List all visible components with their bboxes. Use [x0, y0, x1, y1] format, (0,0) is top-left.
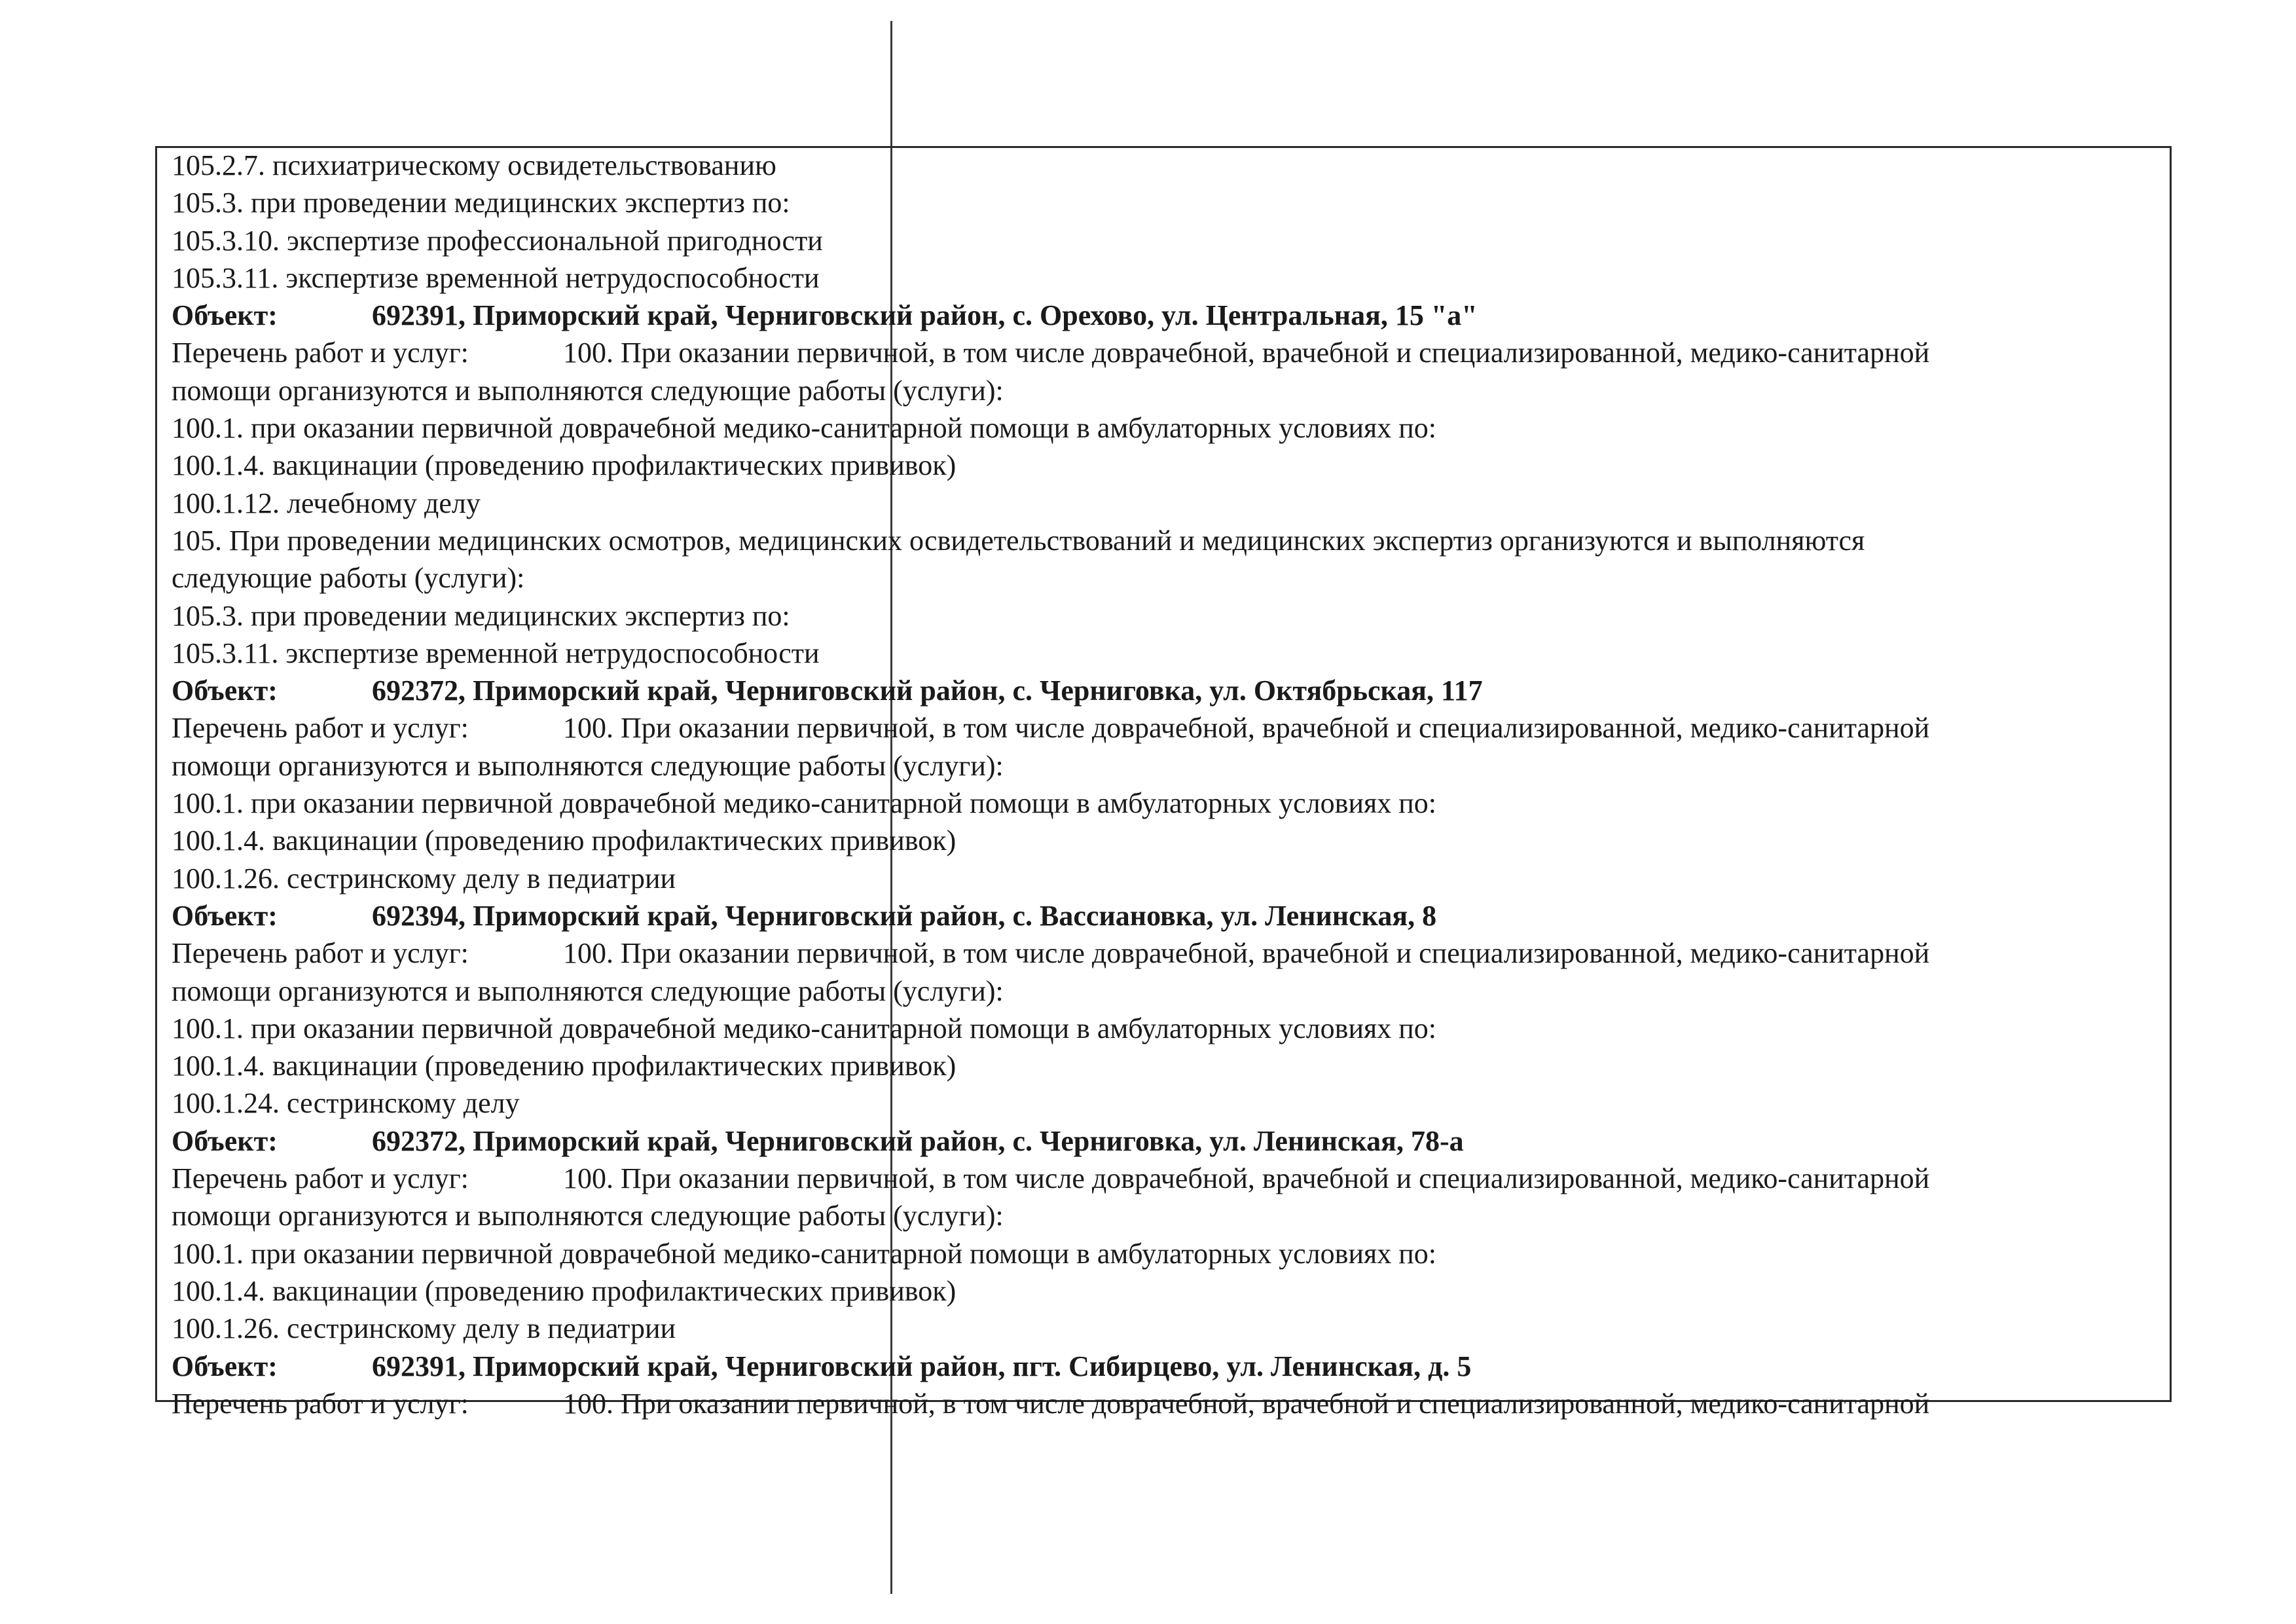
- text-line: 100.1.12. лечебному делу: [172, 487, 481, 519]
- text-line: 100.1. при оказании первичной доврачебной медико-санитарной помощи в амбулаторных условиях по:: [172, 412, 1437, 445]
- object-address: 692372, Приморский край, Черниговский район, с. Черниговка, ул. Октябрьская, 117: [372, 674, 1483, 707]
- text-line: помощи организуются и выполняются следующие работы (услуги):: [172, 974, 1004, 1007]
- object-address: 692372, Приморский край, Черниговский район, с. Черниговка, ул. Ленинская, 78-а: [372, 1124, 1464, 1157]
- text-line: 100.1.24. сестринскому делу: [172, 1087, 520, 1120]
- object-label: Объект:: [172, 899, 278, 932]
- services-text: 100. При оказании первичной, в том числе доврачебной, врачебной и специализированной, медико-санитарной: [563, 1387, 1930, 1420]
- text-line: 105.2.7. психиатрическому освидетельствованию: [172, 149, 776, 181]
- services-list-line: [172, 1160, 2162, 1197]
- text-line: помощи организуются и выполняются следующие работы (услуги):: [172, 1200, 1004, 1232]
- object-address-line: [172, 1122, 2162, 1160]
- text-line: 100.1.4. вакцинации (проведению профилактических прививок): [172, 1050, 957, 1082]
- text-line: 100.1.26. сестринскому делу в педиатрии: [172, 1312, 676, 1345]
- services-label: Перечень работ и услуг:: [172, 1162, 469, 1195]
- services-text: 100. При оказании первичной, в том числе доврачебной, врачебной и специализированной, медико-санитарной: [563, 712, 1930, 745]
- text-line: 105.3. при проведении медицинских экспертиз по:: [172, 187, 790, 219]
- services-text: 100. При оказании первичной, в том числе доврачебной, врачебной и специализированной, медико-санитарной: [563, 337, 1930, 369]
- text-line: 100.1.4. вакцинации (проведению профилактических прививок): [172, 449, 957, 482]
- text-line: 100.1. при оказании первичной доврачебной медико-санитарной помощи в амбулаторных условиях по:: [172, 1237, 1437, 1270]
- object-label: Объект:: [172, 1350, 278, 1382]
- services-list-line: [172, 334, 2162, 371]
- object-address: 692391, Приморский край, Черниговский район, с. Орехово, ул. Центральная, 15 "а": [372, 299, 1478, 332]
- services-list-line: [172, 934, 2162, 972]
- services-list-line: [172, 709, 2162, 747]
- object-label: Объект:: [172, 1124, 278, 1157]
- text-line: следующие работы (услуги):: [172, 562, 525, 595]
- services-label: Перечень работ и услуг:: [172, 937, 469, 970]
- text-line: 100.1.4. вакцинации (проведению профилактических прививок): [172, 824, 957, 857]
- object-address: 692394, Приморский край, Черниговский район, с. Вассиановка, ул. Ленинская, 8: [372, 899, 1437, 932]
- object-address-line: [172, 672, 2162, 709]
- text-line: помощи организуются и выполняются следующие работы (услуги):: [172, 749, 1004, 782]
- services-label: Перечень работ и услуг:: [172, 337, 469, 369]
- object-address-line: [172, 897, 2162, 934]
- services-text: 100. При оказании первичной, в том числе доврачебной, врачебной и специализированной, медико-санитарной: [563, 937, 1930, 970]
- text-line: 100.1. при оказании первичной доврачебной медико-санитарной помощи в амбулаторных условиях по:: [172, 787, 1437, 820]
- text-line: 105.3.11. экспертизе временной нетрудоспособности: [172, 637, 820, 669]
- text-line: помощи организуются и выполняются следующие работы (услуги):: [172, 374, 1004, 407]
- text-line: 105. При проведении медицинских осмотров, медицинских освидетельствований и медицинских экспертиз организуются и выполняются: [172, 524, 1865, 557]
- object-label: Объект:: [172, 674, 278, 707]
- text-line: 100.1. при оказании первичной доврачебной медико-санитарной помощи в амбулаторных условиях по:: [172, 1012, 1437, 1044]
- services-text: 100. При оказании первичной, в том числе доврачебной, врачебной и специализированной, медико-санитарной: [563, 1162, 1930, 1195]
- text-line: 105.3.11. экспертизе временной нетрудоспособности: [172, 261, 820, 294]
- object-address: 692391, Приморский край, Черниговский район, пгт. Сибирцево, ул. Ленинская, д. 5: [372, 1350, 1472, 1382]
- object-address-line: [172, 1348, 2162, 1385]
- text-line: 100.1.26. сестринскому делу в педиатрии: [172, 862, 676, 895]
- object-address-line: [172, 297, 2162, 334]
- text-line: 105.3. при проведении медицинских экспертиз по:: [172, 599, 790, 632]
- text-line: 105.3.10. экспертизе профессиональной пригодности: [172, 224, 823, 257]
- services-label: Перечень работ и услуг:: [172, 712, 469, 745]
- text-line: 100.1.4. вакцинации (проведению профилактических прививок): [172, 1274, 957, 1307]
- services-label: Перечень работ и услуг:: [172, 1387, 469, 1420]
- document-body: [172, 147, 2162, 1422]
- services-list-line: [172, 1385, 2162, 1422]
- object-label: Объект:: [172, 299, 278, 332]
